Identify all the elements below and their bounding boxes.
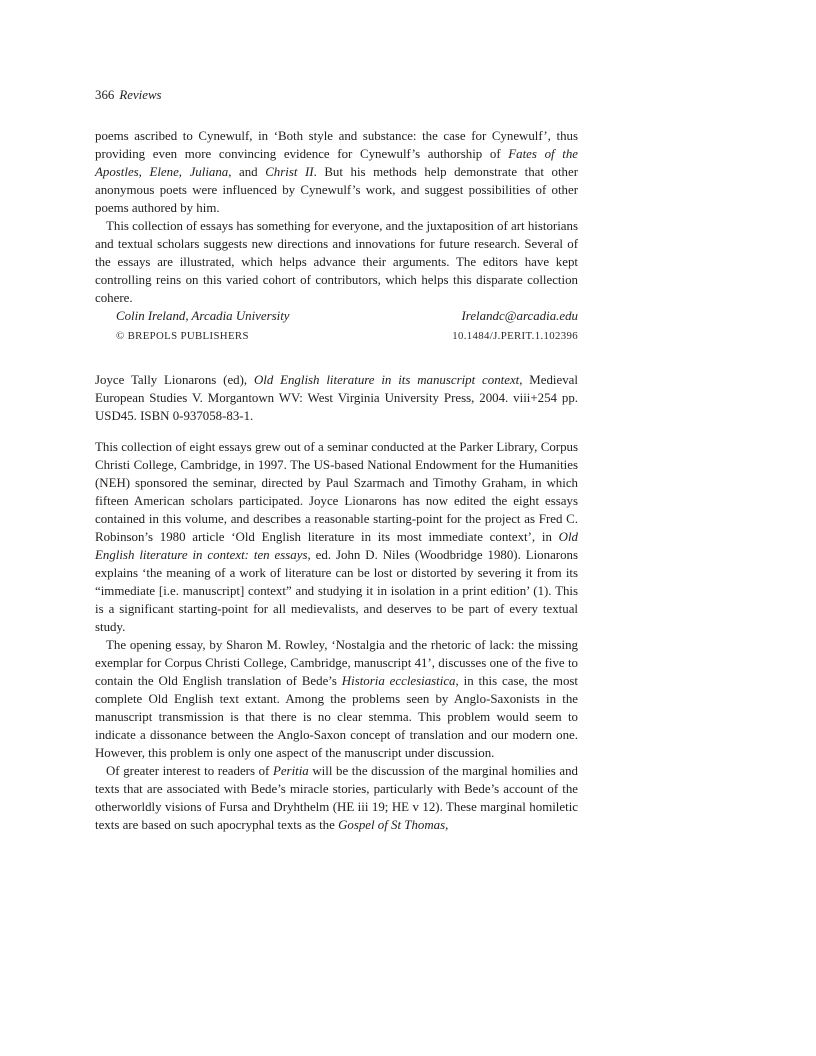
imprint-row bbox=[95, 327, 578, 345]
doi-number: 10.1484/J.PERIT.1.102396 bbox=[452, 330, 578, 342]
text-segment: poems ascribed to Cynewulf, in ‘Both style and substance: the case for Cynewulf’, thus providing even more convincing evidence for Cynewulf’s authorship of bbox=[95, 129, 578, 161]
text-segment: will be the discussion of the marginal homilies and texts that are associated with Bede’s miracle stories, particularly with Bede’s account of the otherworldly visions of Fursa and Dryhthelm (HE iii 19; HE v 12). These marginal homiletic texts are based on such apocryphal texts as the bbox=[95, 764, 578, 832]
reviewer-email: Irelandc@arcadia.edu bbox=[461, 309, 578, 323]
reviewer-signature-row bbox=[95, 307, 578, 325]
review-paragraph bbox=[95, 636, 578, 762]
text-segment: This collection of essays has something for everyone, and the juxtaposition of art historians and textual scholars suggests new directions and innovations for future research. Several of the essays are illustrated, which helps advance their arguments. The editors have kept controlling reins on this varied cohort of contributors, which helps this disparate collection cohere. bbox=[95, 219, 578, 305]
text-segment: , Medieval European Studies V. Morgantown WV: West Virginia University Press, 2004. viii+254 pp. USD45. ISBN 0-937058-83-1. bbox=[95, 373, 578, 423]
text-segment: . But his methods help demonstrate that other anonymous poets were influenced by Cynewulf’s work, and suggest possibilities of other poems authored by him. bbox=[95, 165, 578, 215]
text-segment: , bbox=[445, 818, 449, 832]
text-segment: The opening essay, by Sharon M. Rowley, ‘Nostalgia and the rhetoric of lack: the missing exemplar for Corpus Christi College, Cambridge, manuscript 41’, discusses one of the five to contain the Old English translation of Bede’s bbox=[95, 638, 578, 688]
italic-text-segment: Historia ecclesiastica bbox=[341, 674, 456, 688]
italic-text-segment: Peritia bbox=[272, 764, 309, 778]
reviewer-name: Colin Ireland, Arcadia University bbox=[116, 309, 290, 323]
review-paragraph bbox=[95, 762, 578, 834]
text-segment: and bbox=[231, 165, 266, 179]
text-segment: Of greater interest to readers of bbox=[106, 764, 273, 778]
page-number: 366 bbox=[95, 88, 115, 102]
text-segment: , in this case, the most complete Old English text extant. Among the problems seen by Anglo-Saxonists in the manuscript transmission is that there is no clear stemma. This problem would seem to indicate a dissonance between the Anglo-Saxon concept of translation and our modern one. However, this problem is only one aspect of the manuscript under discussion. bbox=[95, 674, 578, 760]
text-segment: , ed. John D. Niles (Woodbridge 1980). Lionarons explains ‘the meaning of a work of literature can be lost or distorted by severing it from its “immediate [i.e. manuscript] context” and studying it in isolation in a print edition’ (1). This is a significant starting-point for all medievalists, and deserves to be part of every textual study. bbox=[95, 548, 578, 634]
review-paragraph bbox=[95, 438, 578, 636]
italic-text-segment: Old English literature in its manuscript context bbox=[253, 373, 520, 387]
section-title: Reviews bbox=[119, 88, 162, 102]
text-segment: Joyce Tally Lionarons (ed), bbox=[95, 373, 254, 387]
review-citation bbox=[95, 371, 578, 425]
italic-text-segment: Christ II bbox=[265, 165, 314, 179]
publisher-copyright: © BREPOLS PUBLISHERS bbox=[116, 330, 249, 342]
text-column bbox=[95, 86, 578, 834]
italic-text-segment: Fates of the Apostles, Elene, Juliana, bbox=[95, 147, 579, 179]
review-paragraph bbox=[95, 217, 578, 307]
italic-text-segment: Old English literature in context: ten essays bbox=[95, 530, 578, 562]
running-head bbox=[95, 86, 578, 104]
italic-text-segment: Gospel of St Thomas bbox=[338, 818, 446, 832]
review-paragraph-continuation bbox=[95, 127, 578, 217]
text-segment: This collection of eight essays grew out of a seminar conducted at the Parker Library, Corpus Christi College, Cambridge, in 1997. The US-based National Endowment for the Humanities (NEH) sponsored the seminar, directed by Paul Szarmach and Timothy Graham, in which fifteen American scholars participated. Joyce Lionarons has now edited the eight essays contained in this volume, and describes a reasonable starting-point for the project as Fred C. Robinson’s 1980 article ‘Old English literature in its most immediate context’, in bbox=[95, 440, 578, 544]
